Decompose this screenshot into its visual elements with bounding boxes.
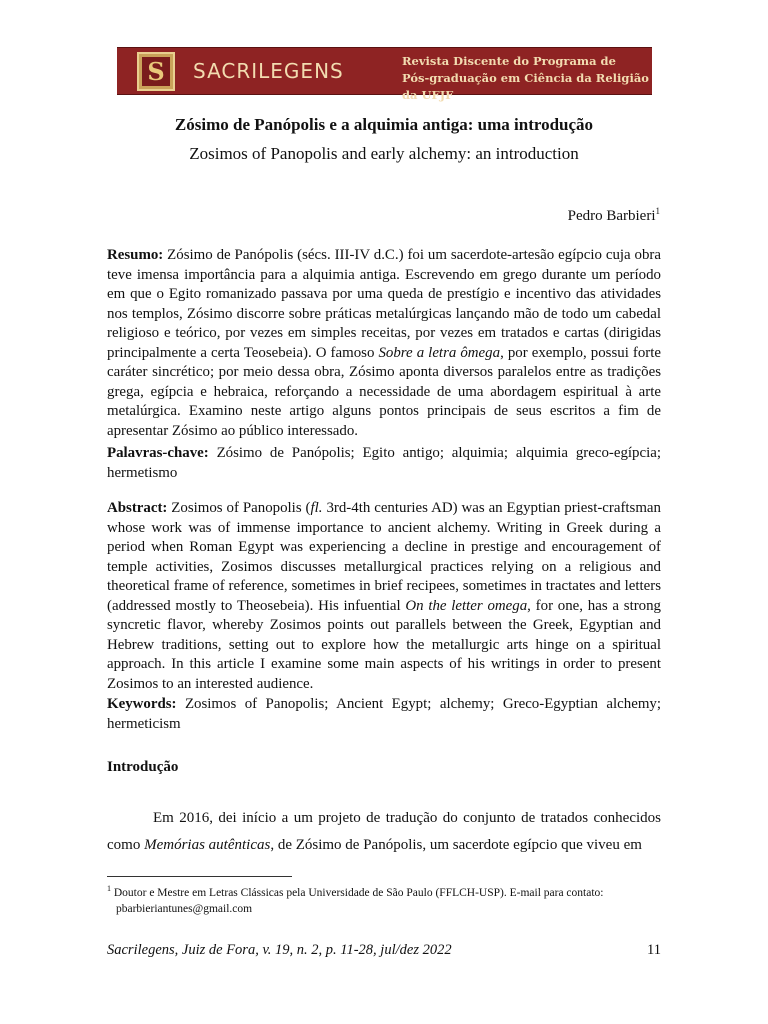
abstract-italic-b: On the letter omega — [405, 597, 528, 614]
footnote — [107, 881, 661, 917]
abstract-text-a: Zosimos of Panopolis ( — [167, 500, 311, 516]
journal-name: SACRILEGENS — [193, 59, 344, 83]
keywords-text: Zosimos of Panopolis; Ancient Egypt; alchemy; Greco-Egyptian alchemy; hermeticism — [107, 696, 661, 732]
footnote-email[interactable]: pbarbieriantunes@gmail.com — [116, 902, 253, 915]
footer-citation: Sacrilegens, Juiz de Fora, v. 19, n. 2, p. 11-28, jul/dez 2022 — [107, 942, 452, 958]
resumo-text-a: Zósimo de Panópolis (sécs. III-IV d.C.) foi um sacerdote-artesão egípcio cuja obra teve imensa importância para a alquimia antiga. Escrevendo em grego durante um período em que o Egito romanizado passava por uma queda de prestígio e incentivo das atividades nos templos, Zósimo discorre sobre práticas metalúrgicas lançando mão de todo um cabedal religioso e teórico, por vezes em simples receitas, por vezes em tratados e cartas (dirigidas principalmente a certa Teosebeia). O famoso — [107, 247, 661, 361]
author-note-ref[interactable]: 1 — [655, 206, 660, 216]
journal-banner — [117, 47, 652, 102]
intro-paragraph — [107, 805, 661, 859]
footnote-text: Doutor e Mestre em Letras Clássicas pela Universidade de São Paulo (FFLCH-USP). E-mail para contato: — [111, 886, 604, 899]
keywords-label: Keywords: — [107, 696, 177, 712]
article-title-en: Zosimos of Panopolis and early alchemy: an introduction — [189, 144, 579, 163]
page-number: 11 — [647, 942, 661, 958]
section-heading-introducao: Introdução — [107, 759, 179, 775]
intro-italic: Memórias autênticas — [144, 837, 271, 853]
intro-text-a: Em 2016, dei início a um projeto de tradução do conjunto de tratados conhecidos como — [107, 810, 661, 853]
resumo-text-b: , por exemplo, possui forte caráter sincrético; por meio dessa obra, Zósimo aponta diversos paralelos entre as tradições grega, egípcia e hebraica, reforçando a necessidade de uma abordagem espiritual à arte metalúrgica. Examino neste artigo alguns pontos principais de seus escritos a fim de apresentar Zósimo ao público interessado. — [107, 344, 661, 439]
resumo-paragraph — [107, 246, 661, 441]
abstract-text-c: , for one, has a strong syncretic flavor, whereby Zosimos points out parallels between the Greek, Egyptian and Hebrew traditions, setting out to explore how the metallurgic arts hinge on a spiritual approach. In this article I examine some main aspects of his writings in order to present Zosimos to an interested audience. — [107, 597, 661, 692]
resumo-italic: Sobre a letra ômega — [378, 344, 501, 361]
journal-subtitle — [402, 53, 652, 104]
footnote-rule — [107, 876, 292, 877]
keywords-paragraph — [107, 695, 661, 734]
intro-text-b: , de Zósimo de Panópolis, um sacerdote egípcio que viveu em — [270, 837, 642, 853]
journal-logo-icon — [137, 52, 175, 91]
article-title-pt: Zósimo de Panópolis e a alquimia antiga: uma introdução — [174, 115, 594, 134]
abstract-text-b: 3rd-4th centuries AD) was an Egyptian priest-craftsman whose work was of immense importance to ancient alchemy. Writing in Greek during a period when Roman Egypt was experiencing a decline in prestige and encouragement of temple activities, Zosimos discusses metallurgical practices relying on a religious and theoretical frame of reference, sometimes in brief recipees, sometimes in tractates and letters (addressed mostly to Theosebeia). His infuential — [107, 500, 661, 614]
abstract-paragraph — [107, 499, 661, 694]
footnote-mark: 1 — [107, 884, 111, 893]
footnote-line1 — [107, 881, 661, 901]
palavras-chave-label: Palavras-chave: — [107, 445, 209, 461]
author-line — [568, 206, 660, 225]
author-name: Pedro Barbieri — [567, 208, 656, 224]
logo-letter: S — [142, 57, 170, 86]
journal-subtitle-line2: Pós-graduação em Ciência da Religião da UFJF — [402, 71, 649, 102]
abstract-italic-a: fl. — [310, 500, 323, 516]
palavras-chave-text: Zósimo de Panópolis; Egito antigo; alquimia; alquimia greco-egípcia; hermetismo — [107, 445, 661, 481]
resumo-label: Resumo: — [107, 247, 164, 263]
palavras-chave-paragraph — [107, 444, 661, 483]
abstract-label: Abstract: — [107, 500, 168, 516]
journal-subtitle-line1: Revista Discente do Programa de — [402, 54, 616, 68]
